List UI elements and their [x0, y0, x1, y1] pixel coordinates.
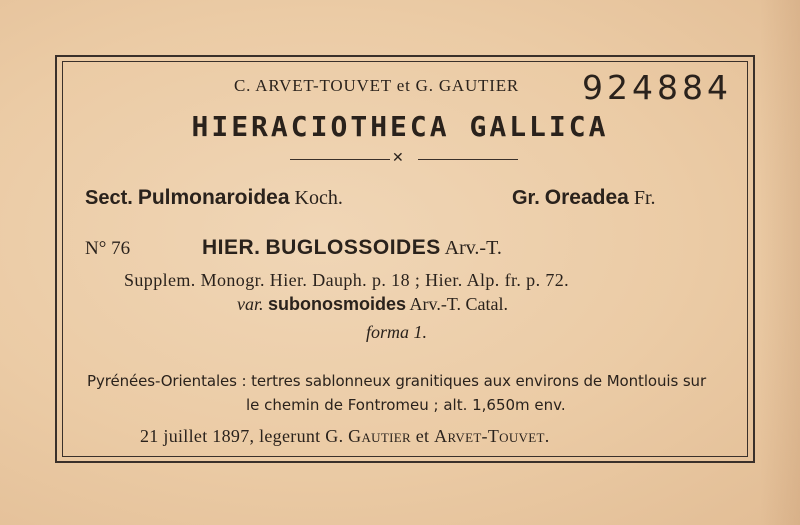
- group-prefix: Gr.: [512, 187, 540, 209]
- paper-edge-shadow: [760, 0, 800, 525]
- species-line: [202, 236, 502, 260]
- group-name: Oreadea: [544, 186, 629, 209]
- species-name: BUGLOSSOIDES: [265, 236, 441, 259]
- group-line: [512, 186, 656, 210]
- variety-line: [237, 294, 508, 315]
- collector-2: Arvet-Touvet.: [434, 426, 550, 446]
- section-prefix: Sect.: [85, 187, 133, 209]
- ornament-rule-left: [290, 159, 390, 160]
- supplement-reference: Supplem. Monogr. Hier. Dauph. p. 18 ; Hier. Alp. fr. p. 72.: [124, 270, 570, 290]
- collection-date: 21 juillet 1897, legerunt: [140, 426, 321, 446]
- collector-1: G. Gautier: [325, 426, 411, 446]
- variety-name: subonosmoides: [268, 294, 407, 314]
- section-name: Pulmonaroidea: [137, 186, 290, 209]
- section-line: [85, 186, 343, 210]
- variety-prefix: var.: [237, 294, 264, 314]
- collector-conj: et: [415, 426, 430, 446]
- locality-line-2: le chemin de Fontromeu ; alt. 1,650m env.: [246, 396, 566, 414]
- section-author: Koch.: [294, 187, 343, 209]
- variety-author: Arv.-T. Catal.: [409, 294, 508, 314]
- specimen-number: 924884: [582, 68, 732, 107]
- species-author: Arv.-T.: [444, 237, 502, 259]
- collection-line: [140, 426, 550, 447]
- species-genus: HIER.: [202, 236, 261, 259]
- label-title: HIERACIOTHECA GALLICA: [191, 110, 609, 143]
- group-author: Fr.: [633, 187, 656, 209]
- ornament-rule-right: [418, 159, 518, 160]
- forma-line: forma 1.: [366, 322, 428, 342]
- entry-number: N° 76: [85, 238, 131, 259]
- authors-line: C. ARVET-TOUVET et G. GAUTIER: [234, 76, 520, 95]
- ornament-icon: ✕: [392, 151, 404, 166]
- locality-line-1: Pyrénées-Orientales : tertres sablonneux granitiques aux environs de Montlouis sur: [87, 372, 707, 390]
